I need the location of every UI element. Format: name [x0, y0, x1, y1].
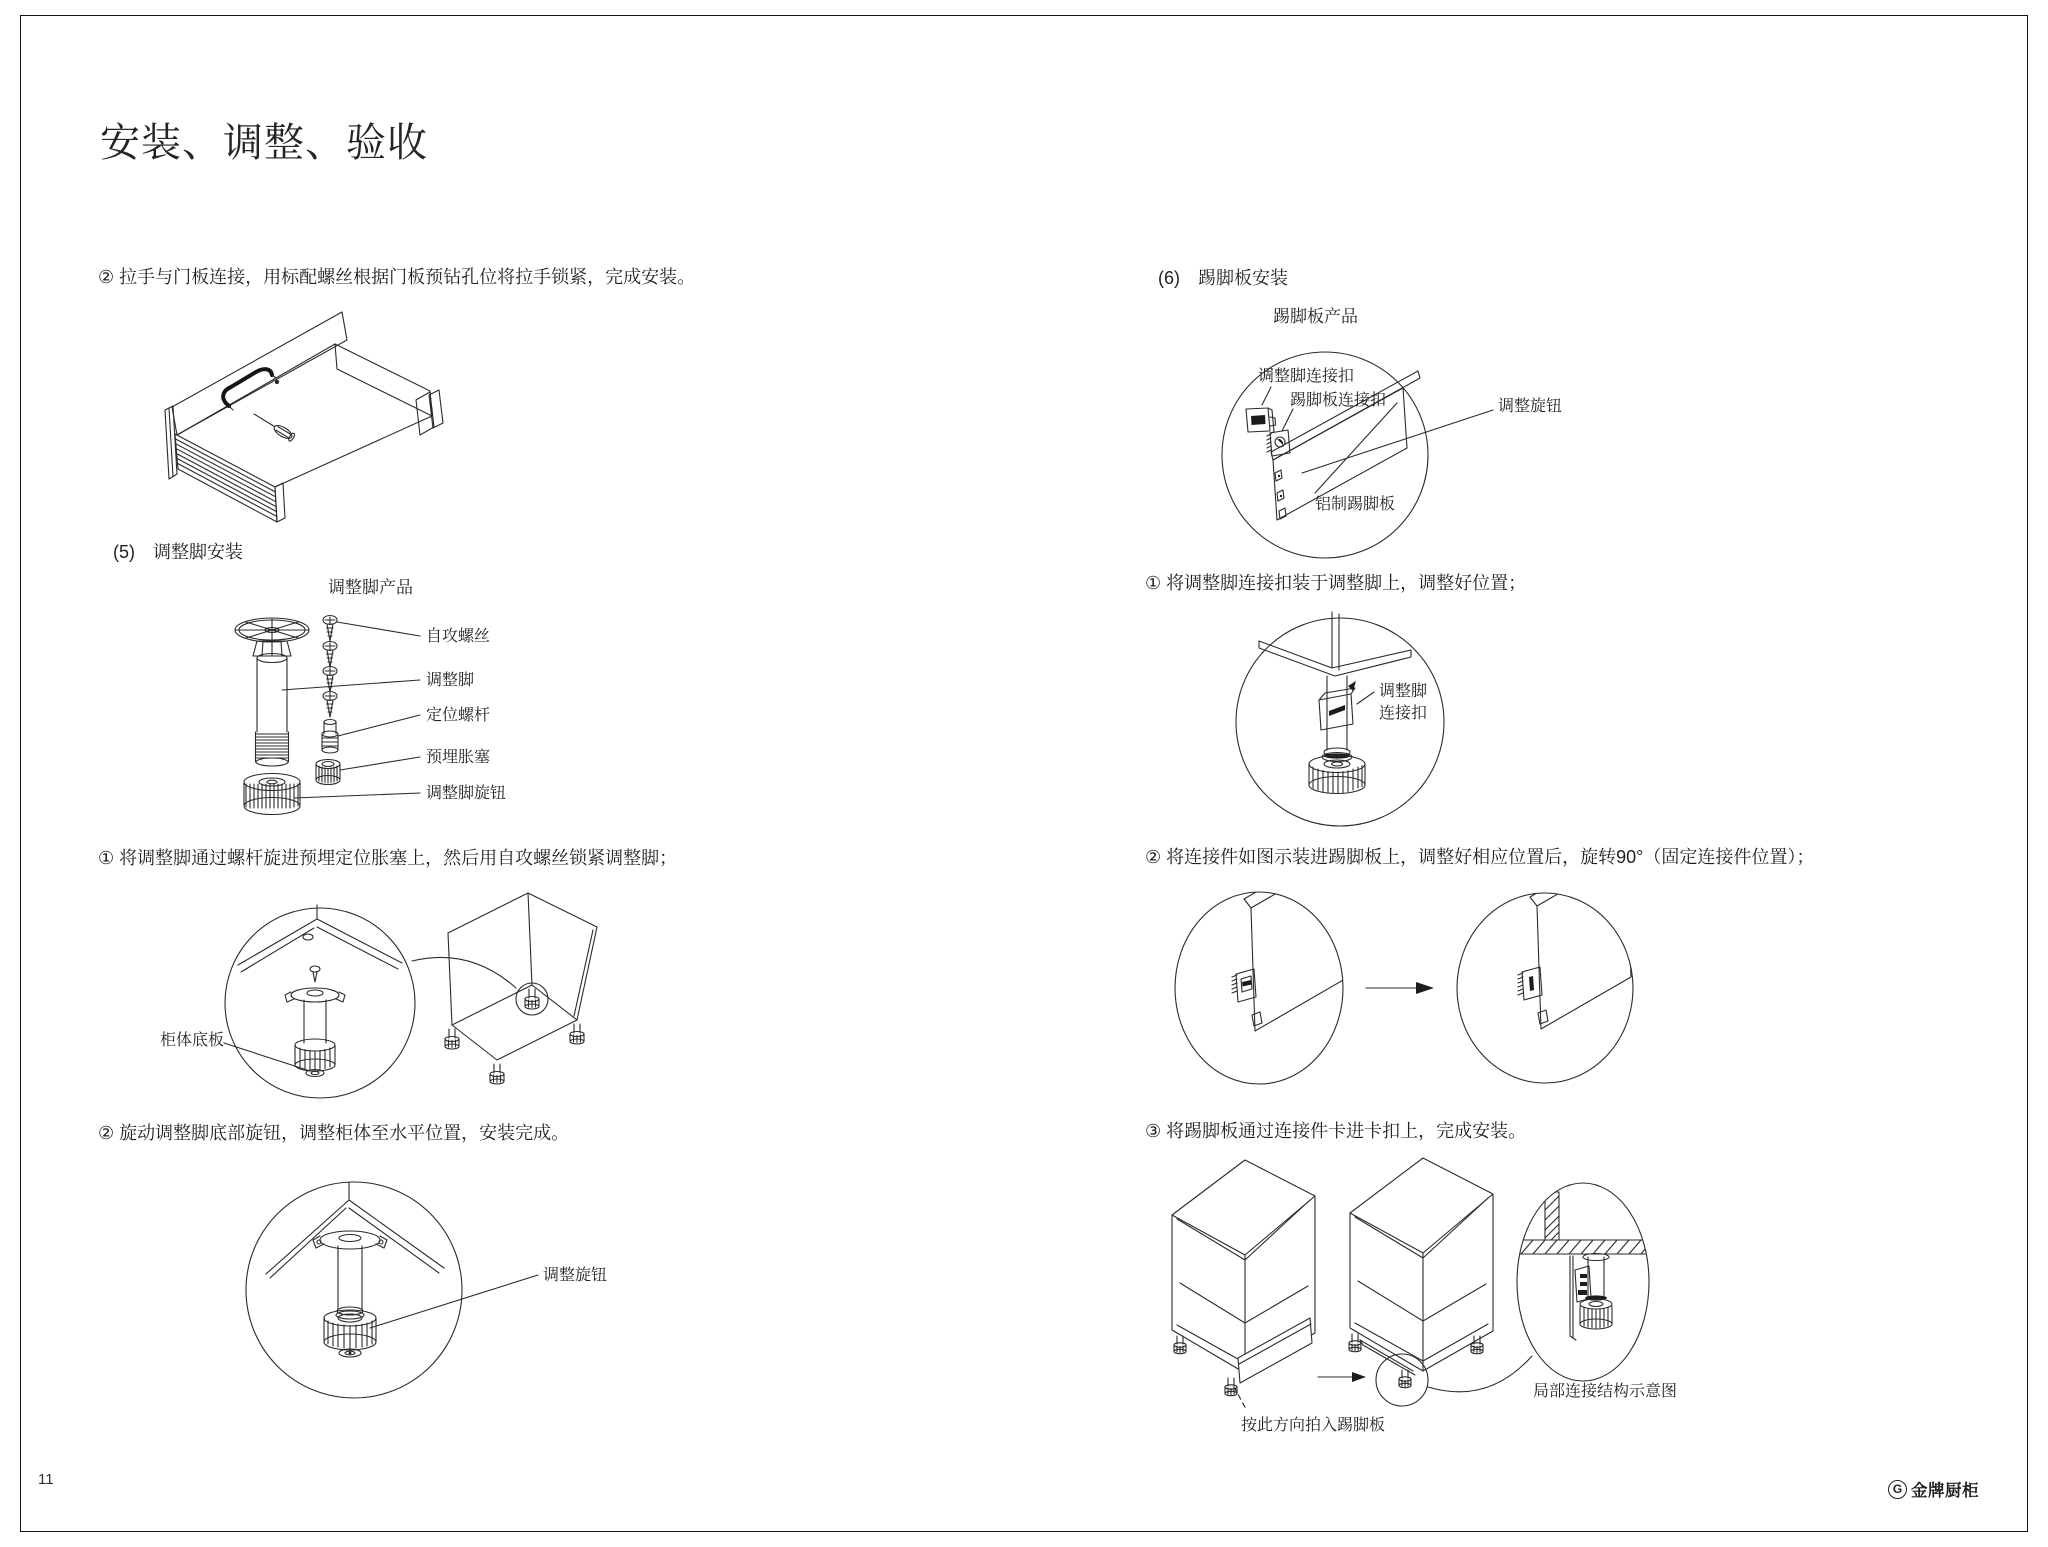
clip-before-drawing	[1232, 969, 1262, 1026]
zoom-connector-curve	[412, 957, 516, 988]
figure-clip-rotation	[1170, 888, 1770, 1093]
label-detail-caption: 局部连接结构示意图	[1533, 1383, 1678, 1400]
label-foot-connector-line1: 调整脚	[1379, 683, 1428, 700]
screwdriver-icon	[254, 414, 296, 442]
detail-circle	[246, 1182, 462, 1398]
label-foot-connector: 调整脚连接扣	[1258, 368, 1355, 385]
foot-product-caption: 调整脚产品	[328, 578, 413, 597]
foot-with-clip-drawing	[1309, 676, 1365, 794]
screw-dot-icon	[275, 380, 279, 384]
detail-circle	[1236, 618, 1444, 826]
cabinet-upside-down-drawing	[445, 893, 597, 1084]
clip-after-drawing	[1518, 967, 1548, 1024]
label-positioning-rod: 定位螺杆	[426, 707, 491, 724]
right-step1-text: ① 将调整脚连接扣装于调整脚上，调整好位置；	[1145, 573, 1527, 593]
section-6-heading: (6) 踢脚板安装	[1158, 268, 1288, 288]
cabinet-after-drawing	[1349, 1158, 1493, 1406]
kickplate-product-caption: 踢脚板产品	[1273, 307, 1358, 326]
positioning-rod-drawing	[322, 720, 338, 754]
figure-adjustable-foot-product	[230, 610, 575, 845]
leader-lines	[282, 622, 420, 798]
label-adjustable-foot: 调整脚	[426, 672, 475, 689]
leaning-kickplate-drawing	[1234, 1318, 1312, 1409]
screws-and-plug-drawing	[316, 616, 340, 785]
figure-kickplate-install	[1155, 1158, 1755, 1503]
floating-screw	[310, 966, 320, 982]
foot-with-knob-drawing	[266, 1182, 444, 1357]
leader-foot-connector	[1357, 692, 1374, 704]
label-adjust-knob: 调整旋钮	[543, 1267, 608, 1284]
figure-kickplate-product	[1220, 345, 1675, 575]
cabinet-corner-drawing	[1259, 612, 1411, 676]
left-step1-text: ① 将调整脚通过螺杆旋进预埋定位胀塞上，然后用自攻螺丝锁紧调整脚；	[98, 848, 678, 868]
label-foot-connector-line2: 连接扣	[1379, 705, 1428, 722]
left-step-handle-text: ② 拉手与门板连接，用标配螺丝根据门板预钻孔位将拉手锁紧，完成安装。	[98, 267, 696, 287]
zoom-connector-curve	[1428, 1356, 1532, 1392]
figure-handle-door-panel	[120, 292, 550, 537]
label-adjust-knob: 调整旋钮	[1498, 398, 1563, 415]
section-5-heading: (5) 调整脚安装	[113, 542, 243, 562]
brand-logo	[1888, 1477, 1979, 1501]
label-push-direction: 按此方向拍入踢脚板	[1241, 1417, 1386, 1434]
label-aluminum-plate: 铝制踢脚板	[1315, 496, 1396, 513]
label-cabinet-bottom: 柜体底板	[160, 1032, 225, 1049]
detail-circle-after	[1457, 893, 1633, 1083]
label-embedded-plug: 预埋胀塞	[426, 749, 491, 766]
left-step2-text: ② 旋动调整脚底部旋钮，调整柜体至水平位置，安装完成。	[98, 1123, 570, 1143]
page-title: 安装、调整、验收	[100, 121, 428, 165]
right-step3-text: ③ 将踢脚板通过连接件卡进卡扣上，完成安装。	[1145, 1121, 1527, 1141]
rotate-arrow-icon	[1366, 982, 1434, 994]
install-arrow-icon	[1318, 1372, 1366, 1382]
right-step2-text: ② 将连接件如图示装进踢脚板上，调整好相应位置后，旋转90°（固定连接件位置）；	[1145, 847, 1815, 867]
figure-knob-adjustment	[230, 1178, 690, 1453]
drawer-drawing	[165, 312, 443, 522]
label-self-tapping-screw: 自攻螺丝	[426, 628, 491, 645]
detail-circle-before	[1175, 892, 1343, 1084]
embedded-plug-drawing	[316, 760, 340, 785]
figure-foot-connector-install	[1235, 612, 1655, 842]
leader-adjust-knob	[370, 1275, 538, 1328]
cabinet-bottom-corner-drawing	[238, 905, 402, 1077]
figure-foot-installation	[150, 885, 630, 1140]
logo-brand-name: 金牌厨柜	[1911, 1482, 1979, 1500]
label-plate-connector: 踢脚板连接扣	[1290, 392, 1387, 409]
logo-g-icon: G	[1888, 1480, 1907, 1499]
adjustable-foot-drawing	[235, 618, 309, 815]
foot-connector-clip-drawing	[1246, 408, 1276, 433]
page-number: 11	[38, 1471, 54, 1488]
foot-highlight-circle	[516, 983, 548, 1015]
label-foot-knob: 调整脚旋钮	[426, 785, 507, 802]
